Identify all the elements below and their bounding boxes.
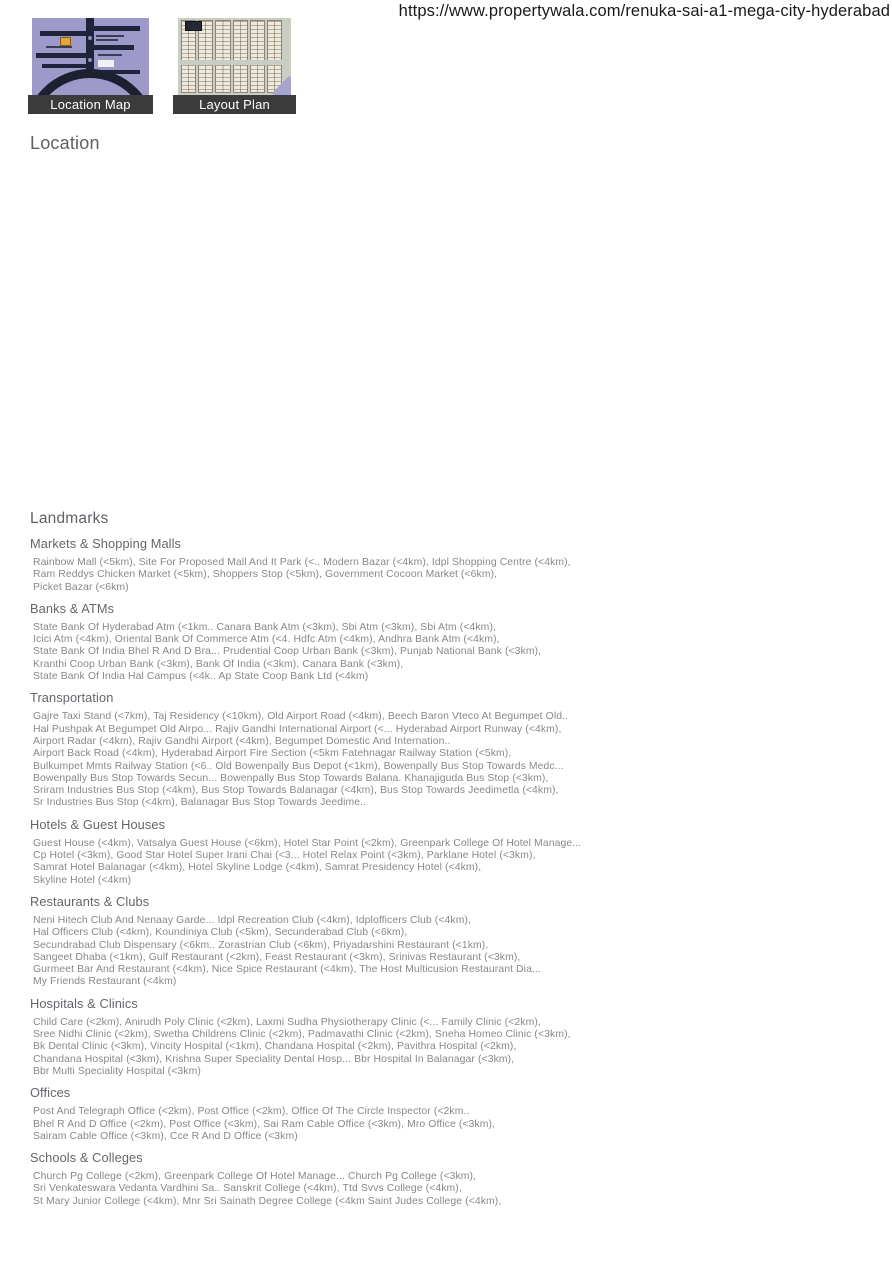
landmark-line: Secundrabad Club Dispensary (<6km.. Zorastrian Club (<6km), Priyadarshini Restaurant (<1km), [33,939,489,951]
landmark-line: Bowenpally Bus Stop Towards Secun... Bowenpally Bus Stop Towards Balana. Khanajiguda Bus Stop (<3km), [33,772,549,784]
landmark-line: Rainbow Mall (<5km), Site For Proposed Mall And It Park (<.. Modern Bazar (<4km), Idpl Shopping Centre (<4km), [33,557,571,568]
map-junction-dot [88,58,92,62]
layout-plan-image [178,18,291,95]
landmark-line: Sree Nidhi Clinic (<2km), Swetha Childrens Clinic (<2km), Padmavathi Clinic (<2km), Sneha Homeo Clinic (<3km), [33,1029,571,1041]
plan-plot-column [215,20,230,93]
layout-plan-image-wrap [173,18,296,95]
map-road-shape [40,31,86,36]
landmark-category-title: Hotels & Guest Houses [30,816,166,832]
landmark-category-title: Offices [30,1085,71,1101]
landmark-line: St Mary Junior College (<4km), Mnr Sri Sainath Degree College (<4km Saint Judes College (<4km), [33,1195,502,1207]
plan-plot-column [233,20,248,93]
plan-road-gap [178,60,291,65]
landmark-category-title: Transportation [30,690,114,706]
landmark-line: Neni Hitech Club And Nenaay Garde... Idpl Recreation Club (<4km), Idplofficers Club (<4km), [33,914,472,926]
landmarks-title: Landmarks [30,510,109,527]
landmark-section [30,537,630,594]
map-tiny-text [96,39,118,41]
landmark-line: Bk Dental Clinic (<3km), Vincity Hospital (<1km), Chandana Hospital (<2km), Pavithra Hospital (<2km), [33,1041,517,1053]
landmark-line: Hal Pushpak At Begumpet Old Airpo... Rajiv Gandhi International Airport (<... Hyderabad Airport Runway (<4km), [33,723,562,735]
map-road-shape [36,53,86,58]
layout-plan-thumbnail[interactable] [173,18,296,114]
landmark-line: Bhel R And D Office (<2km), Post Office (<3km), Sai Ram Cable Office (<3km), Mro Office (<3km), [33,1118,496,1130]
landmark-line: Hal Officers Club (<4km), Koundiniya Club (<5km), Secunderabad Club (<6km), [33,927,408,939]
landmark-line: Picket Bazar (<6km) [33,581,129,593]
landmark-line: Sr Industries Bus Stop (<4km), Balanagar Bus Stop Towards Jeedime.. [33,797,367,809]
map-tiny-text [98,54,122,56]
landmark-section [30,691,630,809]
landmark-line: Skyline Hotel (<4km) [33,874,132,886]
landmark-line: Samrat Hotel Balanagar (<4km), Hotel Skyline Lodge (<4km), Samrat Presidency Hotel (<4km), [33,862,482,874]
landmark-section [30,895,630,989]
location-map-image [32,18,149,95]
layout-plan-label[interactable]: Layout Plan [173,95,296,114]
landmark-line: Gajre Taxi Stand (<7km), Taj Residency (<10km), Old Airport Road (<4km), Beech Baron Vteco At Begumpet Old.. [33,711,569,723]
landmark-line: State Bank Of India Bhel R And D Bra... Prudential Coop Urban Bank (<3km), Punjab National Bank (<3km), [33,646,542,658]
landmark-line: My Friends Restaurant (<4km) [33,976,177,988]
landmark-line: Guest House (<4km), Vatsalya Guest House (<6km), Hotel Star Point (<2km), Greenpark College Of Hotel Manage... [33,837,582,849]
plan-plot-column [250,20,265,93]
landmark-category-title: Markets & Shopping Malls [30,536,182,551]
landmark-line: Ram Reddys Chicken Market (<5km), Shoppers Stop (<5km), Government Cocoon Market (<6km), [33,569,498,581]
landmark-category-title: Restaurants & Clubs [30,893,150,909]
map-road-shape [94,45,134,50]
landmark-section [30,997,630,1078]
landmark-line: Cp Hotel (<3km), Good Star Hotel Super Irani Chai (<3... Hotel Relax Point (<3km), Parklane Hotel (<3km), [33,850,536,862]
landmark-category-title: Hospitals & Clinics [30,995,138,1011]
map-tiny-text [46,46,72,48]
landmark-line: State Bank Of Hyderabad Atm (<1km.. Canara Bank Atm (<3km), Sbi Atm (<3km), Sbi Atm (<4km), [33,621,496,633]
map-marker-icon [60,37,71,46]
landmark-line: Bbr Multi Speciality Hospital (<3km) [33,1065,201,1077]
landmark-line: Gurmeet Bar And Restaurant (<4km), Nice Spice Restaurant (<4km), The Host Multicusion Restaurant Dia... [33,964,541,976]
landmarks-section [30,510,630,1216]
landmark-line: Post And Telegraph Office (<2km), Post Office (<2km), Office Of The Circle Inspector (<2km.. [33,1106,470,1118]
landmark-line: Church Pg College (<2km), Greenpark College Of Hotel Manage... Church Pg College (<3km), [33,1171,477,1183]
landmark-line: Bulkumpet Mmts Railway Station (<6.. Old Bowenpally Bus Depot (<1km), Bowenpally Bus Stop Towards Medc... [33,760,564,772]
landmark-line: Icici Atm (<4km), Oriental Bank Of Commerce Atm (<4. Hdfc Atm (<4km), Andhra Bank Atm (<4km), [33,634,500,646]
map-label-box [98,60,114,67]
page-url: https://www.propertywala.com/renuka-sai-a1-mega-city-hyderabad [398,2,890,20]
landmark-section [30,818,630,887]
location-map-image-wrap [28,18,153,95]
landmark-line: Sairam Cable Office (<3km), Cce R And D Office (<3km) [33,1130,298,1142]
map-road-shape [94,26,140,31]
plan-legend-block [185,21,202,31]
map-road-shape [42,64,86,68]
landmark-line: Kranthi Coop Urban Bank (<3km), Bank Of India (<3km), Canara Bank (<3km), [33,658,404,670]
landmark-line: Child Care (<2km), Anirudh Poly Clinic (<2km), Laxmi Sudha Physiotherapy Clinic (<... Family Clinic (<2km), [33,1016,541,1028]
landmark-line: State Bank Of India Hal Campus (<4k.. Ap State Coop Bank Ltd (<4km) [33,671,369,683]
map-tiny-text [96,35,124,37]
landmark-section [30,1151,630,1208]
landmarks-sections [30,537,630,1208]
location-section-title: Location [30,133,100,153]
landmark-line: Sriram Industries Bus Stop (<4km), Bus Stop Towards Balanagar (<4km), Bus Stop Towards Jeedimetla (<4km), [33,785,559,797]
landmark-category-title: Schools & Colleges [30,1150,143,1166]
landmark-line: Airport Radar (<4km), Rajiv Gandhi Airport (<4km), Begumpet Domestic And Internation.. [33,735,451,747]
landmark-section [30,602,630,683]
map-junction-dot [88,36,92,40]
landmark-category-title: Banks & ATMs [30,600,115,616]
landmark-line: Chandana Hospital (<3km), Krishna Super Speciality Dental Hosp... Bbr Hospital In Balanagar (<3km), [33,1053,515,1065]
landmark-section [30,1086,630,1143]
location-map-thumbnail[interactable] [28,18,153,114]
location-map-label[interactable]: Location Map [28,95,153,114]
landmark-line: Sangeet Dhaba (<1km), Gulf Restaurant (<2km), Feast Restaurant (<3km), Srinivas Restaurant (<3km), [33,951,521,963]
plan-plot-column [267,20,282,93]
landmark-line: Airport Back Road (<4km), Hyderabad Airport Fire Section (<5km Fatehnagar Railway Station (<5km), [33,748,512,760]
landmark-line: Sri Venkateswara Vedanta Vardhini Sa.. Sanskrit College (<4km), Ttd Svvs College (<4km), [33,1183,462,1195]
